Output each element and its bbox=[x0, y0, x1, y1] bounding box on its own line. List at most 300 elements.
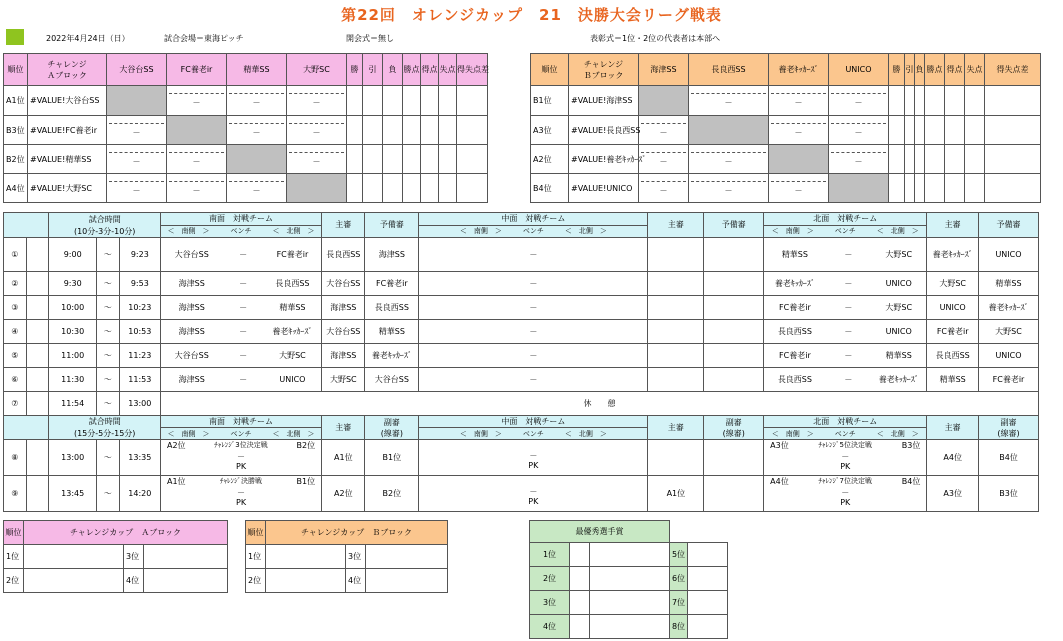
mvp-table bbox=[529, 520, 728, 639]
time-sub: (10分-3分-10分) bbox=[49, 225, 161, 237]
south-final-cell bbox=[160, 476, 321, 512]
match-cell bbox=[227, 86, 287, 116]
reserve-cell: UNICO bbox=[979, 237, 1039, 271]
team-slot: B3位 bbox=[901, 441, 921, 450]
match-cell bbox=[167, 174, 227, 203]
stat-head: 失点 bbox=[439, 54, 457, 86]
reserve-cell bbox=[704, 368, 764, 392]
referee-cell: 大谷台SS bbox=[322, 320, 365, 344]
schedule-row bbox=[4, 272, 1039, 296]
tilde: 〜 bbox=[96, 344, 119, 368]
pk-label: PK bbox=[840, 462, 851, 471]
break-label: 休 憩 bbox=[160, 392, 1038, 416]
rank-cell: A1位 bbox=[4, 86, 28, 116]
north-team: UNICO bbox=[871, 272, 927, 296]
referee-cell: 精華SS bbox=[927, 368, 979, 392]
subref-cell: B1位 bbox=[365, 440, 419, 476]
end-time: 9:53 bbox=[119, 272, 160, 296]
match-cell bbox=[689, 86, 769, 116]
reserve-cell: 精華SS bbox=[979, 272, 1039, 296]
referee-head: 主審 bbox=[648, 416, 704, 440]
reserve-cell: 大野SC bbox=[979, 320, 1039, 344]
match-cell bbox=[167, 145, 227, 174]
blank-cell bbox=[26, 392, 49, 416]
sides-head: ＜ 南側 ＞ ベンチ ＜ 北側 ＞ bbox=[764, 225, 927, 237]
stat-cell bbox=[905, 145, 915, 174]
stat-cell bbox=[889, 86, 905, 116]
referee-cell: 長良西SS bbox=[322, 237, 365, 271]
match-no: ① bbox=[4, 237, 27, 271]
match-no: ⑤ bbox=[4, 344, 27, 368]
match-cell bbox=[769, 116, 829, 145]
stat-cell bbox=[439, 116, 457, 145]
final-teams bbox=[161, 476, 321, 487]
stat-cell bbox=[383, 174, 403, 203]
start-time: 11:30 bbox=[49, 368, 97, 392]
north-team: FC養老ir bbox=[764, 296, 826, 320]
middle-final-cell bbox=[419, 440, 648, 476]
stat-head: 勝 bbox=[889, 54, 905, 86]
mvp-rank: 4位 bbox=[530, 615, 570, 639]
rank-cell: 2位 bbox=[4, 569, 24, 593]
middle-dash: － bbox=[419, 344, 648, 368]
start-time: 9:30 bbox=[49, 272, 97, 296]
rank-cell: 4位 bbox=[346, 569, 366, 593]
referee-head: 主審 bbox=[648, 213, 704, 238]
tilde: 〜 bbox=[96, 368, 119, 392]
end-time: 9:23 bbox=[119, 237, 160, 271]
match-title: ﾁｬﾚﾝｼﾞ3位決定戦 bbox=[214, 441, 268, 449]
match-cell bbox=[287, 86, 347, 116]
schedule-row bbox=[4, 368, 1039, 392]
subref-head: 副審 (線審) bbox=[365, 416, 419, 440]
score-dash: － bbox=[691, 93, 766, 108]
stat-head: 得失点差 bbox=[457, 54, 488, 86]
match-cell bbox=[689, 145, 769, 174]
south-team: 海津SS bbox=[160, 296, 222, 320]
rank-cell: 4位 bbox=[124, 569, 144, 593]
reserve-cell: 海津SS bbox=[365, 237, 419, 271]
stat-cell bbox=[383, 86, 403, 116]
subref-head: 副審 (線審) bbox=[704, 416, 764, 440]
result-b-table bbox=[245, 520, 448, 593]
stat-cell bbox=[421, 116, 439, 145]
self-match-cell bbox=[287, 174, 347, 203]
match-cell bbox=[769, 174, 829, 203]
rank-cell: B3位 bbox=[4, 116, 28, 145]
rank-cell: 3位 bbox=[124, 545, 144, 569]
league-row bbox=[531, 116, 1041, 145]
reserve-cell bbox=[704, 344, 764, 368]
stat-cell bbox=[383, 116, 403, 145]
north-team: 長良西SS bbox=[764, 320, 826, 344]
match-cell bbox=[227, 116, 287, 145]
league-row bbox=[4, 86, 488, 116]
score-dash: － bbox=[831, 93, 886, 108]
referee-cell: 海津SS bbox=[322, 296, 365, 320]
page-title: 第22回 オレンジカップ 21 決勝大会リーグ戦表 bbox=[341, 6, 722, 24]
green-marker bbox=[6, 29, 24, 45]
team-name-cell: #VALUE!長良西SS bbox=[569, 116, 639, 145]
reserve-cell: FC養老ir bbox=[979, 368, 1039, 392]
team-slot: A4位 bbox=[770, 477, 789, 486]
stat-cell bbox=[925, 145, 945, 174]
team-name-cell: #VALUE!精華SS bbox=[28, 145, 107, 174]
start-time: 13:00 bbox=[49, 440, 97, 476]
league-a-table bbox=[3, 53, 488, 203]
stat-cell bbox=[905, 86, 915, 116]
stat-cell bbox=[965, 174, 985, 203]
score-dash: － bbox=[641, 123, 686, 138]
blank-cell bbox=[26, 296, 49, 320]
final-dash: － bbox=[237, 452, 246, 461]
stat-cell bbox=[985, 116, 1041, 145]
team-col: 養老ｷｯｶｰｽﾞ bbox=[769, 54, 829, 86]
match-cell bbox=[769, 86, 829, 116]
stat-head: 負 bbox=[383, 54, 403, 86]
team-name-cell: #VALUE!養老ｷｯｶｰｽﾞ bbox=[569, 145, 639, 174]
break-row bbox=[4, 392, 1039, 416]
match-no: ⑦ bbox=[4, 392, 27, 416]
score-dash: － bbox=[771, 181, 826, 196]
team-col: FC養老ir bbox=[167, 54, 227, 86]
rank-head: 順位 bbox=[531, 54, 569, 86]
stat-cell bbox=[403, 116, 421, 145]
rank-cell: 1位 bbox=[4, 545, 24, 569]
referee-cell: UNICO bbox=[927, 296, 979, 320]
end-time: 10:23 bbox=[119, 296, 160, 320]
result-a-title: チャレンジカップ Ａブロック bbox=[24, 521, 228, 545]
blank-cell bbox=[26, 440, 49, 476]
team-name-cell: #VALUE!FC養老ir bbox=[28, 116, 107, 145]
subref-cell bbox=[704, 440, 764, 476]
referee-cell: A2位 bbox=[322, 476, 365, 512]
stat-cell bbox=[403, 145, 421, 174]
mvp-title: 最優秀選手賞 bbox=[530, 521, 670, 543]
venue-text: 試合会場＝東海ピッチ bbox=[164, 34, 244, 43]
stat-cell bbox=[925, 116, 945, 145]
reserve-cell: FC養老ir bbox=[365, 272, 419, 296]
stat-cell bbox=[363, 86, 383, 116]
schedule-table bbox=[3, 212, 1039, 512]
stat-cell bbox=[945, 116, 965, 145]
stat-cell bbox=[945, 145, 965, 174]
sides-head: ＜ 南側 ＞ ベンチ ＜ 北側 ＞ bbox=[160, 225, 321, 237]
referee-cell: A3位 bbox=[927, 476, 979, 512]
stat-cell bbox=[421, 86, 439, 116]
stat-cell bbox=[347, 145, 363, 174]
blank-cell bbox=[26, 368, 49, 392]
team-slot: B4位 bbox=[901, 477, 921, 486]
mvp-rank: 6位 bbox=[670, 567, 688, 591]
blank-cell bbox=[4, 416, 49, 440]
match-no: ⑥ bbox=[4, 368, 27, 392]
stat-cell bbox=[403, 174, 421, 203]
match-cell bbox=[639, 174, 689, 203]
team-col: 大谷台SS bbox=[107, 54, 167, 86]
schedule-row bbox=[4, 237, 1039, 271]
south-team: UNICO bbox=[264, 368, 322, 392]
start-time: 9:00 bbox=[49, 237, 97, 271]
referee-cell: 長良西SS bbox=[927, 344, 979, 368]
referee-cell bbox=[648, 237, 704, 271]
north-head: 北面 対戦チーム bbox=[764, 416, 927, 428]
north-dash: － bbox=[826, 344, 871, 368]
score-dash: － bbox=[169, 181, 224, 196]
south-dash: － bbox=[222, 237, 263, 271]
end-time: 11:23 bbox=[119, 344, 160, 368]
referee-head: 主審 bbox=[322, 416, 365, 440]
start-time: 10:30 bbox=[49, 320, 97, 344]
stat-cell bbox=[439, 86, 457, 116]
stat-cell bbox=[965, 145, 985, 174]
score-dash: － bbox=[169, 93, 224, 108]
schedule-row bbox=[4, 344, 1039, 368]
referee-head: 主審 bbox=[927, 213, 979, 238]
stat-head: 得点 bbox=[421, 54, 439, 86]
reserve-head: 予備審 bbox=[704, 213, 764, 238]
stat-cell bbox=[915, 145, 925, 174]
referee-cell bbox=[648, 368, 704, 392]
score-dash: － bbox=[229, 181, 284, 196]
referee-cell: 海津SS bbox=[322, 344, 365, 368]
reserve-cell bbox=[704, 296, 764, 320]
referee-cell: A1位 bbox=[648, 476, 704, 512]
team-col: 長良西SS bbox=[689, 54, 769, 86]
end-time: 13:00 bbox=[119, 392, 160, 416]
north-dash: － bbox=[826, 320, 871, 344]
stat-cell bbox=[965, 116, 985, 145]
referee-head: 主審 bbox=[322, 213, 365, 238]
team-col: 精華SS bbox=[227, 54, 287, 86]
league-row bbox=[4, 174, 488, 203]
match-cell bbox=[829, 116, 889, 145]
final-teams bbox=[764, 440, 926, 451]
final-teams bbox=[764, 476, 926, 487]
north-team: 大野SC bbox=[871, 237, 927, 271]
reserve-cell: 精華SS bbox=[365, 320, 419, 344]
stat-cell bbox=[457, 116, 488, 145]
stat-cell bbox=[363, 116, 383, 145]
stat-cell bbox=[457, 174, 488, 203]
final-dash: － bbox=[529, 487, 538, 496]
score-dash: － bbox=[771, 123, 826, 138]
stat-cell bbox=[421, 145, 439, 174]
referee-cell bbox=[648, 272, 704, 296]
date-text: 2022年4月24日（日） bbox=[46, 34, 130, 43]
opening-text: 開会式＝無し bbox=[346, 34, 394, 43]
south-team: 大谷台SS bbox=[160, 344, 222, 368]
score-dash: － bbox=[831, 123, 886, 138]
league-row bbox=[531, 145, 1041, 174]
match-no: ④ bbox=[4, 320, 27, 344]
stat-head: 引 bbox=[363, 54, 383, 86]
stat-cell bbox=[347, 86, 363, 116]
self-match-cell bbox=[167, 116, 227, 145]
north-team: 大野SC bbox=[871, 296, 927, 320]
north-final-cell bbox=[764, 440, 927, 476]
north-dash: － bbox=[826, 368, 871, 392]
stat-cell bbox=[889, 174, 905, 203]
reserve-cell: 養老ｷｯｶｰｽﾞ bbox=[365, 344, 419, 368]
match-cell bbox=[107, 145, 167, 174]
pk-label: PK bbox=[236, 462, 247, 471]
stat-cell bbox=[439, 174, 457, 203]
team-col: UNICO bbox=[829, 54, 889, 86]
stat-cell bbox=[985, 86, 1041, 116]
score-dash: － bbox=[641, 181, 686, 196]
end-time: 13:35 bbox=[119, 440, 160, 476]
tilde: 〜 bbox=[96, 237, 119, 271]
rank-head: 順位 bbox=[246, 521, 266, 545]
south-team: 長良西SS bbox=[264, 272, 322, 296]
time-head: 試合時間 bbox=[49, 213, 161, 226]
stat-cell bbox=[889, 145, 905, 174]
start-time: 11:54 bbox=[49, 392, 97, 416]
referee-cell bbox=[648, 440, 704, 476]
stat-cell bbox=[925, 174, 945, 203]
match-no: ② bbox=[4, 272, 27, 296]
schedule-row bbox=[4, 320, 1039, 344]
final-teams bbox=[161, 440, 321, 451]
time-sub: (15分-5分-15分) bbox=[49, 428, 161, 440]
match-cell bbox=[167, 86, 227, 116]
south-team: FC養老ir bbox=[264, 237, 322, 271]
middle-dash: － bbox=[419, 320, 648, 344]
time-head: 試合時間 bbox=[49, 416, 161, 428]
match-cell bbox=[829, 86, 889, 116]
final-dash: － bbox=[841, 452, 850, 461]
south-team: 大野SC bbox=[264, 344, 322, 368]
stat-cell bbox=[905, 174, 915, 203]
subref-cell: B4位 bbox=[979, 440, 1039, 476]
stat-cell bbox=[915, 174, 925, 203]
subref-cell bbox=[704, 476, 764, 512]
north-team: 養老ｷｯｶｰｽﾞ bbox=[871, 368, 927, 392]
reserve-cell: UNICO bbox=[979, 344, 1039, 368]
stat-cell bbox=[439, 145, 457, 174]
rank-cell: A2位 bbox=[531, 145, 569, 174]
self-match-cell bbox=[689, 116, 769, 145]
stat-cell bbox=[383, 145, 403, 174]
block-head: チャレンジ Ａブロック bbox=[28, 54, 107, 86]
start-time: 10:00 bbox=[49, 296, 97, 320]
south-dash: － bbox=[222, 344, 263, 368]
referee-cell bbox=[648, 320, 704, 344]
result-b-title: チャレンジカップ Ｂブロック bbox=[266, 521, 448, 545]
south-team: 海津SS bbox=[160, 320, 222, 344]
stat-cell bbox=[421, 174, 439, 203]
reserve-cell bbox=[704, 237, 764, 271]
referee-cell: FC養老ir bbox=[927, 320, 979, 344]
stat-cell bbox=[457, 145, 488, 174]
team-slot: A3位 bbox=[770, 441, 789, 450]
league-b-head bbox=[531, 54, 1041, 86]
stat-cell bbox=[925, 86, 945, 116]
reserve-cell: 養老ｷｯｶｰｽﾞ bbox=[979, 296, 1039, 320]
south-head: 南面 対戦チーム bbox=[160, 416, 321, 428]
stat-head: 勝点 bbox=[925, 54, 945, 86]
stat-cell bbox=[889, 116, 905, 145]
referee-cell: A4位 bbox=[927, 440, 979, 476]
start-time: 11:00 bbox=[49, 344, 97, 368]
reserve-head: 予備審 bbox=[979, 213, 1039, 238]
finals-head bbox=[4, 416, 1039, 428]
rank-cell: B2位 bbox=[4, 145, 28, 174]
referee-cell: A1位 bbox=[322, 440, 365, 476]
self-match-cell bbox=[107, 86, 167, 116]
subref-head: 副審 (線審) bbox=[979, 416, 1039, 440]
rank-cell: 2位 bbox=[246, 569, 266, 593]
south-dash: － bbox=[222, 272, 263, 296]
referee-cell bbox=[648, 296, 704, 320]
match-cell bbox=[689, 174, 769, 203]
match-cell bbox=[829, 145, 889, 174]
mvp-rank: 8位 bbox=[670, 615, 688, 639]
mvp-rank: 2位 bbox=[530, 567, 570, 591]
team-slot: A2位 bbox=[166, 441, 186, 450]
tilde: 〜 bbox=[96, 296, 119, 320]
sides-head: ＜ 南側 ＞ ベンチ ＜ 北側 ＞ bbox=[764, 428, 927, 440]
score-dash: － bbox=[641, 152, 686, 167]
score-dash: － bbox=[831, 152, 886, 167]
south-team: 精華SS bbox=[264, 296, 322, 320]
award-text: 表彰式＝1位・2位の代表者は本部へ bbox=[590, 34, 721, 43]
team-slot: A1位 bbox=[166, 477, 186, 486]
tilde: 〜 bbox=[96, 440, 119, 476]
south-dash: － bbox=[222, 296, 263, 320]
league-a-head bbox=[4, 54, 488, 86]
mvp-rank: 5位 bbox=[670, 543, 688, 567]
team-slot: B2位 bbox=[296, 441, 316, 450]
blank-cell bbox=[26, 237, 49, 271]
pk-label: PK bbox=[528, 461, 539, 470]
blank-cell bbox=[26, 344, 49, 368]
score-dash: － bbox=[109, 181, 164, 196]
north-team: 精華SS bbox=[871, 344, 927, 368]
final-dash: － bbox=[841, 488, 850, 497]
referee-cell: 大野SC bbox=[322, 368, 365, 392]
blank-cell bbox=[26, 476, 49, 512]
stat-cell bbox=[363, 174, 383, 203]
league-row bbox=[531, 86, 1041, 116]
pk-label: PK bbox=[236, 498, 247, 507]
south-team: 海津SS bbox=[160, 272, 222, 296]
referee-cell bbox=[648, 344, 704, 368]
match-no: ⑨ bbox=[4, 476, 27, 512]
south-team: 海津SS bbox=[160, 368, 222, 392]
match-title: ﾁｬﾚﾝｼﾞ決勝戦 bbox=[220, 477, 263, 485]
referee-cell: 養老ｷｯｶｰｽﾞ bbox=[927, 237, 979, 271]
match-cell bbox=[639, 116, 689, 145]
stat-head: 引 bbox=[905, 54, 915, 86]
final-dash: － bbox=[237, 488, 246, 497]
team-name-cell: #VALUE!海津SS bbox=[569, 86, 639, 116]
match-cell bbox=[107, 116, 167, 145]
stat-cell bbox=[347, 116, 363, 145]
mvp-rank: 1位 bbox=[530, 543, 570, 567]
rank-cell: A4位 bbox=[4, 174, 28, 203]
south-dash: － bbox=[222, 368, 263, 392]
middle-head: 中面 対戦チーム bbox=[419, 416, 648, 428]
stat-head: 勝 bbox=[347, 54, 363, 86]
north-dash: － bbox=[826, 296, 871, 320]
team-slot: B1位 bbox=[296, 477, 316, 486]
self-match-cell bbox=[769, 145, 829, 174]
reserve-head: 予備審 bbox=[365, 213, 419, 238]
schedule-row bbox=[4, 296, 1039, 320]
team-name-cell: #VALUE!大野SC bbox=[28, 174, 107, 203]
